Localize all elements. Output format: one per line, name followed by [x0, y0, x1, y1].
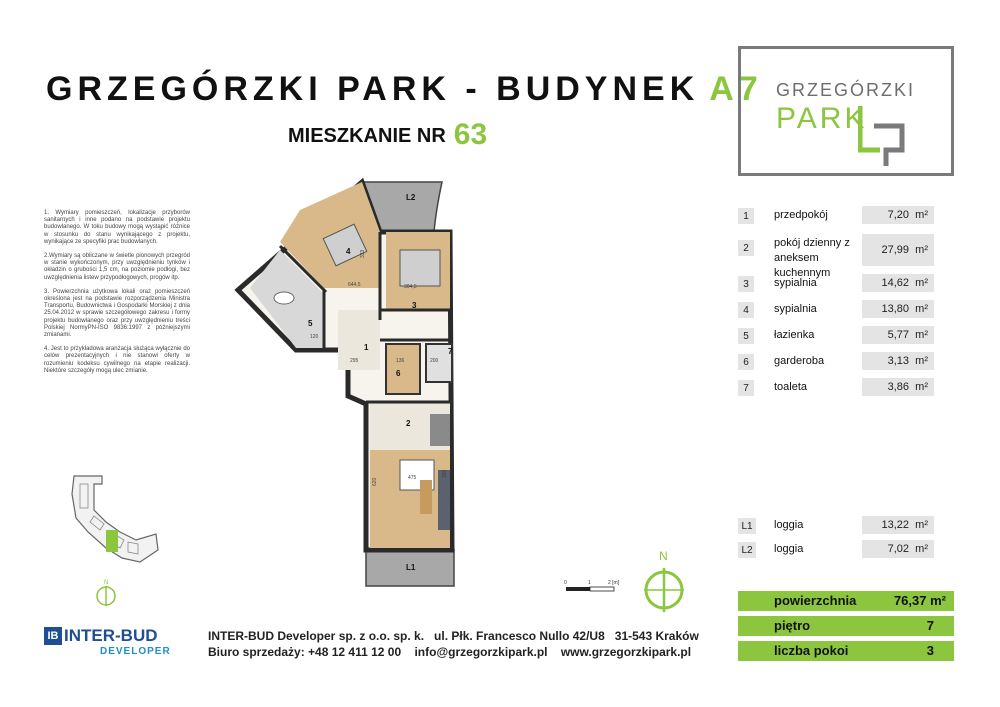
company-address: INTER-BUD Developer sp. z o.o. sp. k. ul. Płk. Francesco Nullo 42/U8 31-543 Kraków [208, 629, 699, 643]
note-3: 3. Powierzchnia użytkowa lokali oraz pomieszczeń określona jest na podstawie rozporządzenia Ministra Transportu, Budownictwa i Gospodarki Morskiej z dnia 25.04.2012 w sprawie szczegółowego zakresu i formy projektu budowlanego oraz przy uwzględnieniu treści Polskiej NormyPN-ISO 9836:1997 z późniejszymi zmianami. [44, 288, 190, 339]
label-room-7: 7 [448, 347, 453, 356]
label-l1: L1 [406, 563, 416, 572]
scale-bar [560, 578, 630, 598]
bathtub [274, 292, 294, 304]
note-4: 4. Jest to przykładowa aranżacja służąca wyłącznie do celów prezentacyjnych i nie stanowi oferty w rozumieniu kodeksu cywilnego na etapie realizacji. Niektóre szczegóły mogą ulec zmianie. [44, 346, 190, 374]
loggia-table [738, 516, 954, 562]
dim-200: 200 [430, 358, 439, 364]
dim-295: 295 [350, 358, 359, 364]
key-compass-n: N [104, 580, 109, 586]
dim-620: 620 [372, 477, 378, 486]
apartment-heading: MIESZKANIE NR 63 [288, 118, 488, 151]
label-room-2: 2 [406, 419, 411, 428]
sofa [438, 470, 450, 530]
room-row: 1 przedpokój 7,20 m² [738, 206, 954, 228]
floor-plan [230, 170, 510, 590]
dim-3045: 304,5 [404, 284, 417, 290]
summary-rooms: liczba pokoi 3 [738, 641, 954, 661]
note-2: 2.Wymiary są obliczane w świetle pionowych przegród w stanie wykończonym, przy uwzględnieniu tynków i okładzin o grubości 1,5 cm, na poziomie podłogi, bez uwzględnienia listew przypodłogowych, progów itp. [44, 253, 190, 281]
dim-475: 475 [408, 475, 417, 481]
dim-120: 120 [310, 334, 319, 340]
loggia-row: L1 loggia 13,22 m² [738, 516, 954, 538]
room-1-floor [338, 310, 380, 370]
label-room-3: 3 [412, 301, 417, 310]
summary-floor: piętro 7 [738, 616, 954, 636]
svg-text:1: 1 [588, 580, 591, 586]
label-room-1: 1 [364, 343, 369, 352]
room-row: 2 pokój dzienny z aneksem kuchennym 27,99 m² [738, 234, 954, 272]
note-1: 1. Wymiary pomieszczeń, lokalizacje przyborów sanitarnych i inne podano na podstawie projektu budowlanego. W toku budowy mogą wystąpić różnice w stosunku do stanu wynikającego z projektu, wynikające ze specyfiki prac budowlanych. [44, 210, 190, 245]
company-contact: Biuro sprzedaży: +48 12 411 12 00 info@grzegorzkipark.pl www.grzegorzkipark.pl [208, 645, 692, 659]
ib-logo-box: IB [44, 627, 62, 645]
key-plan-highlight [106, 530, 118, 552]
room-row: 4 sypialnia 13,80 m² [738, 300, 954, 322]
label-room-5: 5 [308, 319, 313, 328]
kitchen-unit [430, 414, 450, 446]
svg-text:2 [m]: 2 [m] [608, 580, 620, 586]
coffee-table [420, 480, 432, 514]
dim-6445: 644,5 [348, 282, 361, 288]
developer-tagline: DEVELOPER [100, 646, 171, 657]
logo-mark [858, 104, 918, 174]
bed-room-3 [400, 250, 440, 286]
label-room-4: 4 [346, 247, 351, 256]
developer-logo [44, 626, 171, 657]
room-row: 6 garderoba 3,13 m² [738, 352, 954, 374]
north-compass [636, 548, 692, 614]
logo-text-park: PARK [776, 102, 868, 135]
label-l2: L2 [406, 193, 416, 202]
company-info [208, 628, 699, 660]
room-row: 5 łazienka 5,77 m² [738, 326, 954, 348]
notes-block [44, 210, 190, 382]
label-room-6: 6 [396, 369, 401, 378]
room-row: 7 toaleta 3,86 m² [738, 378, 954, 400]
building-code: A7 [709, 70, 763, 108]
room-table [738, 206, 954, 400]
key-compass [92, 578, 122, 612]
key-plan [66, 470, 166, 590]
dim-136: 136 [396, 358, 405, 364]
room-6-floor [386, 344, 420, 394]
apartment-number: 63 [453, 118, 488, 151]
page-title: GRZEGÓRZKI PARK - BUDYNEK A7 [46, 70, 763, 108]
logo-text-grzegorzki: GRZEGÓRZKI [776, 80, 916, 100]
summary-area: powierzchnia 76,37 m² [738, 591, 954, 611]
dim-333: 333 [360, 249, 366, 258]
room-row: 3 sypialnia 14,62 m² [738, 274, 954, 296]
svg-text:0: 0 [564, 580, 567, 586]
loggia-row: L2 loggia 7,02 m² [738, 540, 954, 562]
developer-name: INTER-BUD [64, 626, 158, 645]
compass-n-label: N [659, 549, 668, 563]
dim-395: 395 [442, 469, 448, 478]
